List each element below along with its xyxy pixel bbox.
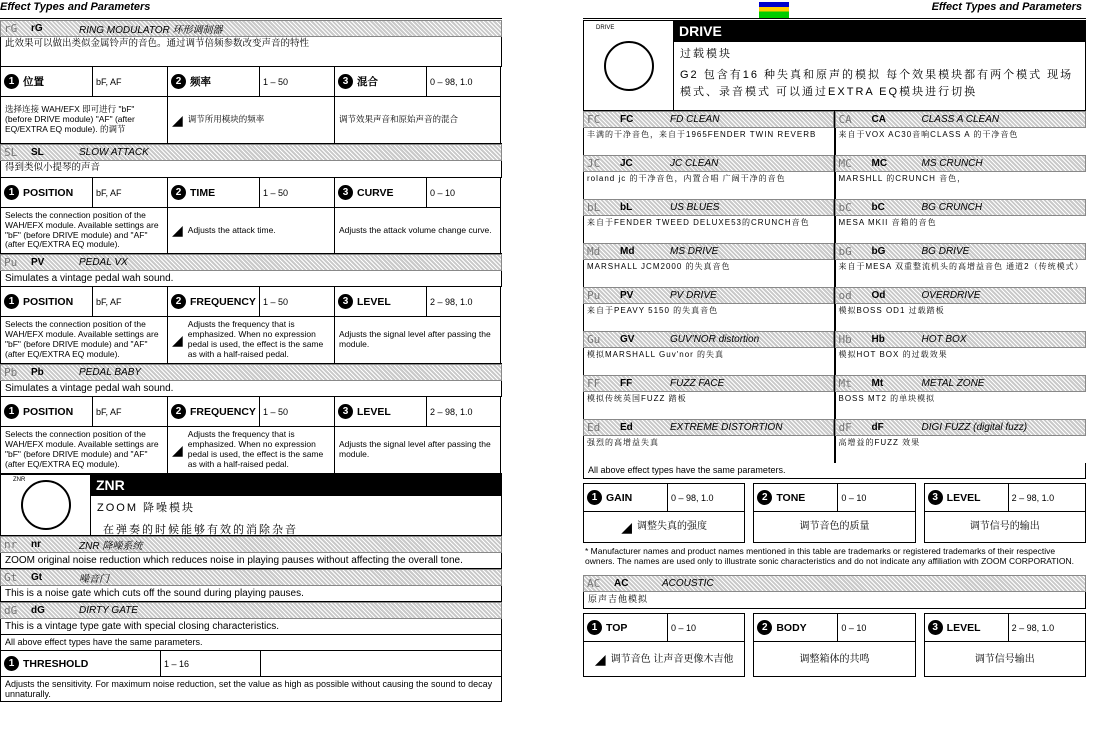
param-row-sl: 1 POSITION bF, AF Selects the connection position of the WAH/EFX module. Available settings are "bF" (before DRIVE module) and "AF" (after EQ/EXTRA EQ module). 2 TIME 1 – 50 ◢ Adjusts the attack time. 3 CURVE 0 – 10 Adjusts the attack volume change curve. [0,178,502,254]
effect-desc: 此效果可以做出类似金属铃声的音色。通过调节倍频参数改变声音的特性 [0,37,502,67]
effect-name: MS DRIVE [670,246,719,257]
effect-abbr: Od [871,290,886,301]
effect-desc: 模拟传统英国FUZZ 踏板 [583,392,834,419]
param-row-drive: 1 GAIN 0 – 98, 1.0 ◢ 调整失真的强度 2 TONE 0 – 10 调节音色的质量 3 LEVEL 2 – 98, 1.0 调节信号的输出 [583,483,1086,543]
effect-name: DIGI FUZZ (digital fuzz) [921,422,1028,433]
effect-desc: roland jc 的干净音色，内置合唱 广阔干净的音色 [583,172,834,199]
param-row-pv: 1 POSITION bF, AF Selects the connection position of the WAH/EFX module. Available settings are "bF" (before DRIVE module) and "AF" (after EQ/EXTRA EQ module). 2 FREQUENCY 1 – 50 ◢ Adjusts the frequency that is emphasized. When no expression pedal is used, the effect is the same as with a half-raised pedal. 3 LEVEL 2 – 98, 1.0 Adjusts the signal level after passing the module. [0,287,502,364]
drive-type-item [583,243,835,287]
effect-desc: 模拟MARSHALL Guv'nor 的失真 [583,348,834,375]
right-column: DRIVE DRIVE 过载模块 G2 包含有16 种失真和原声的模拟 每个效果模块都有两个模式 现场模式、录音模式 可以通过EXTRA EQ模块进行切换 FC FC FD CLEAN 丰满的干净音色，来自于1965FENDER TWIN REVERB CA CA CLASS A CLEAN 来自于VOX AC30音响CLASS A 的干净音色 JC JC JC CLEAN roland jc 的干净音色，内置合唱 广阔干净的音色 MC MC MS CRUNCH MARSHLL 的CRUNCH 音色， bL bL US BLUES 来自于FENDER TWEED DELUXE53的CRUNCH音色 bC bC BG CRUNCH MESA MKII 音箱的音色 Md Md MS DRIVE MARSHALL JCM2000 的失真音色 bG bG BG DRIVE 来自于MESA 双重整流机头的高增益音色 通道2（传统模式） Pu PV PV DRIVE 来自于PEAVY 5150 的失真音色 od Od OVERDRIVE 模拟BOSS OD1 过载踏板 Gu GV GUV'NOR distortion 模拟MARSHALL Guv'nor 的失真 Hb Hb HOT BOX 模拟HOT BOX 的过载效果 FF FF FUZZ FACE 模拟传统英国FUZZ 踏板 Mt Mt METAL ZONE BOSS MT2 的单块模拟 Ed Ed EXTREME DISTORTION 强烈的高增益失真 dF dF DIGI FUZZ (digital fuzz) 高增益的FUZZ 效果 All above effect types have the same parameters. 1 GAIN 0 – 98, 1.0 ◢ 调整失真的强度 2 TONE 0 – 10 调节音色的质量 3 LEVEL 2 – 98, 1.0 调节信号的输出 * Manufacturer names and product names mentioned in this table are trademarks or registered trademarks of their respective owners. The names are used only to illustrate sonic characteristics and do not indicate any affiliation with ZOOM CORPORATION. AC AC ACOUSTIC 原声吉他模拟 1 TOP 0 – 10 ◢ 调节音色 让声音更像木吉他 2 BODY 0 – 10 调整箱体的共鸣 3 LEVEL 2 – 98, 1.0 调节信号输出 [583,20,1086,677]
drive-type-item [583,287,835,331]
lcd-code: rG [4,22,18,35]
drive-type-item [835,111,1087,155]
drive-type-item [835,375,1087,419]
effect-desc: MESA MKII 音箱的音色 [835,216,1087,243]
effect-desc: 来自于MESA 双重整流机头的高增益音色 通道2（传统模式） [835,260,1087,287]
drive-type-item [583,419,835,463]
effect-bar [835,287,1087,304]
param-row-rg [0,67,502,144]
section-title: ZNR [91,475,501,496]
drive-type-item [583,111,835,155]
effect-bar-dg: dG dG DIRTY GATE [0,602,502,619]
lcd-code: MC [838,157,852,170]
effect-bar-pb: Pb Pb PEDAL BABY [0,364,502,381]
effect-name: JC CLEAN [670,158,719,169]
drive-type-item [835,287,1087,331]
effect-abbr: FC [620,114,634,125]
effect-name: BG DRIVE [921,246,970,257]
pedal-icon: ◢ [172,222,183,239]
effect-name: METAL ZONE [921,378,985,389]
effect-bar-nr: nr nr ZNR 降噪系统 [0,536,502,553]
effect-desc: BOSS MT2 的单块模拟 [835,392,1087,419]
lcd-code: Gu [587,333,601,346]
lcd-code: JC [587,157,601,170]
page-header-right [583,0,1086,19]
effect-bar-gt: Gt Gt 噪音门 [0,569,502,586]
effect-bar [583,375,834,392]
effect-bar [583,243,834,260]
effect-abbr: Mt [871,378,884,389]
effect-abbr: bC [871,202,885,213]
effect-name: EXTREME DISTORTION [670,422,783,433]
effect-abbr: CA [871,114,886,125]
lcd-code: FF [587,377,601,390]
effect-name: HOT BOX [921,334,967,345]
effect-name: PV DRIVE [670,290,717,301]
left-column: rG rG RING MODULATOR 环形调制器 此效果可以做出类似金属铃声的音色。通过调节倍频参数改变声音的特性 1 位置 bF, AF 选择连接 WAH/EFX 即可进行 "bF" (before DRIVE module) "AF" (after EQ/EXTRA EQ module). 的调节 2 频率 1 – 50 ◢ 调节所用模块的频率 3 混合 0 – 98, 1.0 调节效果声音和原始声音的混合 SL SL SLOW ATTACK 得到类似小提琴的声音 1 POSITION bF, AF Selects the connection position of the WAH/EFX module. Available settings are "bF" (before DRIVE module) and "AF" (after EQ/EXTRA EQ module). 2 TIME 1 – 50 ◢ Adjusts the attack time. 3 CURVE 0 – 10 Adjusts the attack volume change curve. Pu PV PEDAL VX Simulates a vintage pedal wah sound. 1 POSITION bF, AF Selects the connection position of the WAH/EFX module. Available settings are "bF" (before DRIVE module) and "AF" (after EQ/EXTRA EQ module). 2 FREQUENCY 1 – 50 ◢ Adjusts the frequency that is emphasized. When no expression pedal is used, the effect is the same as with a half-raised pedal. 3 LEVEL 2 – 98, 1.0 Adjusts the signal level after passing the module. Pb Pb PEDAL BABY Simulates a vintage pedal wah sound. 1 POSITION bF, AF Selects the connection position of the WAH/EFX module. Available settings are "bF" (before DRIVE module) and "AF" (after EQ/EXTRA EQ module). 2 FREQUENCY 1 – 50 ◢ Adjusts the frequency that is emphasized. When no expression pedal is used, the effect is the same as with a half-raised pedal. 3 LEVEL 2 – 98, 1.0 Adjusts the signal level after passing the module. ZNR ZNR ZOOM 降噪模块 在弹奏的时候能够有效的消除杂音 nr nr ZNR 降噪系统 ZOOM original noise reduction which reduces noise in playing pauses without affecting the overall tone. Gt Gt 噪音门 This is a noise gate which cuts off the sound during playing pauses. dG dG DIRTY GATE This is a vintage type gate with special closing characteristics. All above effect types have the same parameters. 1 THRESHOLD 1 – 16 Adjusts the sensitivity. For maximum noise reduction, set the value as high as possible without causing the sound to decay unnaturally. [0,20,502,702]
effect-abbr: dF [871,422,884,433]
page-header-left [0,0,502,19]
effect-abbr: Md [620,246,635,257]
effect-bar-sl: SL SL SLOW ATTACK [0,144,502,161]
effect-abbr: bG [871,246,886,257]
lcd-code: bG [838,245,852,258]
effect-name: CLASS A CLEAN [921,114,1000,125]
param-1: 1 位置 bF, AF 选择连接 WAH/EFX 即可进行 "bF" (before DRIVE module) "AF" (after EQ/EXTRA EQ module). 的调节 [0,67,167,143]
effect-bar [835,419,1087,436]
pedal-icon: ◢ [172,441,183,458]
effect-desc: 来自于PEAVY 5150 的失真音色 [583,304,834,331]
drive-type-item [835,155,1087,199]
effect-bar [835,375,1087,392]
drive-type-item [583,155,835,199]
effect-abbr: Ed [620,422,633,433]
drive-type-item [583,199,835,243]
drive-type-item [835,419,1087,463]
section-znr: ZNR ZNR ZOOM 降噪模块 在弹奏的时候能够有效的消除杂音 [0,474,502,536]
effect-abbr: bL [620,202,633,213]
drive-knob-icon: DRIVE [584,21,674,110]
effect-name: US BLUES [670,202,720,213]
effect-name: FD CLEAN [670,114,720,125]
trademark-note: * Manufacturer names and product names mentioned in this table are trademarks or registered trademarks of their respective owners. The names are used only to illustrate sonic characteristics and do not indicate any affiliation with ZOOM CORPORATION. [585,546,1074,567]
effect-abbr: rG [31,23,43,34]
lcd-code: dF [838,421,852,434]
lcd-code: Hb [838,333,852,346]
param-row-ac: 1 TOP 0 – 10 ◢ 调节音色 让声音更像木吉他 2 BODY 0 – 10 调整箱体的共鸣 3 LEVEL 2 – 98, 1.0 调节信号输出 [583,613,1086,677]
section-drive: DRIVE DRIVE 过载模块 G2 包含有16 种失真和原声的模拟 每个效果模块都有两个模式 现场模式、录音模式 可以通过EXTRA EQ模块进行切换 [583,20,1086,111]
pedal-icon: ◢ [621,518,633,535]
pedal-icon: ◢ [172,331,183,348]
effect-bar [835,331,1087,348]
effect-bar [835,199,1087,216]
param-2: 2 频率 1 – 50 ◢ 调节所用模块的频率 [167,67,334,143]
effect-bar [583,111,834,128]
effect-desc: 模拟HOT BOX 的过载效果 [835,348,1087,375]
drive-type-item [583,375,835,419]
effect-name: MS CRUNCH [921,158,983,169]
param-3: 3 混合 0 – 98, 1.0 调节效果声音和原始声音的混合 [334,67,501,143]
section-title: DRIVE [674,21,1085,42]
effect-name: BG CRUNCH [921,202,983,213]
lcd-code: FC [587,113,601,126]
effect-bar [583,287,834,304]
drive-type-item [835,199,1087,243]
drive-type-item [835,243,1087,287]
effect-desc: 来自于FENDER TWEED DELUXE53的CRUNCH音色 [583,216,834,243]
effect-bar [583,331,834,348]
effect-bar [835,155,1087,172]
znr-knob-icon: ZNR [1,475,91,535]
param-row-znr: 1 THRESHOLD 1 – 16 [0,651,502,677]
drive-type-item [583,331,835,375]
equalizer-icon [759,2,789,18]
effect-name: OVERDRIVE [921,290,981,301]
pedal-icon: ◢ [172,111,183,128]
effect-bar-ac: AC AC ACOUSTIC [583,575,1086,592]
effect-bar [835,243,1087,260]
lcd-code: bC [838,201,852,214]
effect-desc: Simulates a vintage pedal wah sound. [0,271,502,287]
lcd-code: Md [587,245,601,258]
pedal-icon: ◢ [594,651,606,668]
effect-desc: Simulates a vintage pedal wah sound. [0,381,502,397]
header-title: Effect Types and Parameters [931,1,1082,13]
effect-abbr: MC [871,158,888,169]
effect-desc: 丰满的干净音色，来自于1965FENDER TWIN REVERB [583,128,834,155]
drive-types-grid [583,111,1086,463]
effect-abbr: FF [620,378,633,389]
effect-desc: 强烈的高增益失真 [583,436,834,463]
effect-bar [835,111,1087,128]
lcd-code: CA [838,113,852,126]
effect-name: FUZZ FACE [670,378,725,389]
lcd-code: Pu [587,289,601,302]
effect-bar-pv: Pu PV PEDAL VX [0,254,502,271]
param-row-pb: 1 POSITION bF, AF Selects the connection position of the WAH/EFX module. Available settings are "bF" (before DRIVE module) and "AF" (after EQ/EXTRA EQ module). 2 FREQUENCY 1 – 50 ◢ Adjusts the frequency that is emphasized. When no expression pedal is used, the effect is the same as with a half-raised pedal. 3 LEVEL 2 – 98, 1.0 Adjusts the signal level after passing the module. [0,397,502,474]
effect-desc: MARSHLL 的CRUNCH 音色， [835,172,1087,199]
effect-bar-rg [0,20,502,37]
lcd-code: Ed [587,421,601,434]
effect-bar [583,199,834,216]
effect-desc: 高增益的FUZZ 效果 [835,436,1087,463]
lcd-code: od [838,289,852,302]
effect-name: RING MODULATOR 环形调制器 [79,25,223,36]
effect-desc: 得到类似小提琴的声音 [0,161,502,178]
effect-bar [583,155,834,172]
effect-name: GUV'NOR distortion [670,334,760,345]
drive-type-item [835,331,1087,375]
lcd-code: Mt [838,377,852,390]
effect-abbr: GV [620,334,635,345]
effect-desc: MARSHALL JCM2000 的失真音色 [583,260,834,287]
effect-abbr: PV [620,290,634,301]
lcd-code: bL [587,201,601,214]
effect-abbr: Hb [871,334,885,345]
effect-bar [583,419,834,436]
effect-desc: 模拟BOSS OD1 过载踏板 [835,304,1087,331]
effect-abbr: JC [620,158,633,169]
effect-desc: 来自于VOX AC30音响CLASS A 的干净音色 [835,128,1087,155]
header-title: Effect Types and Parameters [0,1,151,13]
